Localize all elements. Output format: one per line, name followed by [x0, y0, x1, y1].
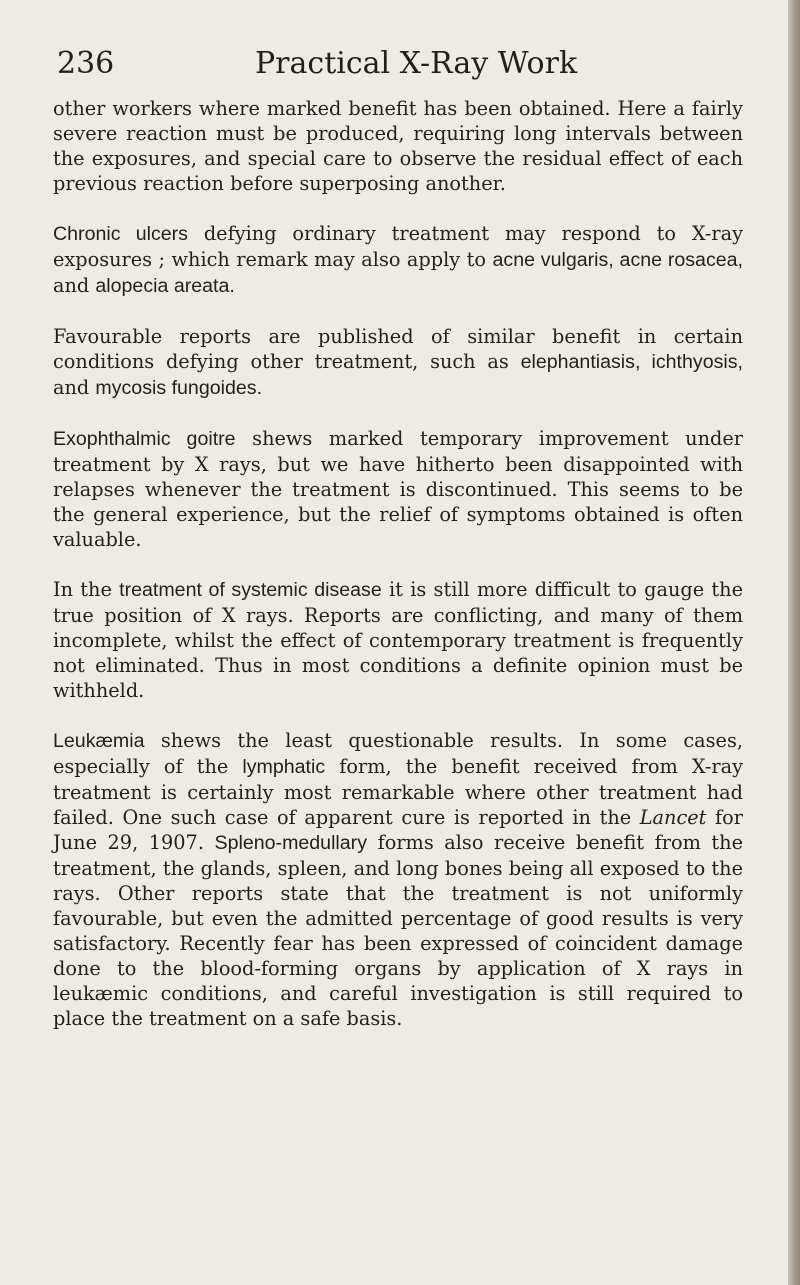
emphasized-term: lymphatic [242, 756, 326, 778]
text-run: shews the least questionable results. In some cases, especially of the [53, 729, 743, 778]
text-run: and [53, 376, 96, 399]
text-run: shews marked temporary improvement under treatment by X rays, but we have hitherto been disappointed with relapses whenever the treatment is discontinued. This seems to be the general experience, but the relief of symptoms obtained is often valuable. [53, 427, 743, 551]
emphasized-term: treatment of systemic disease [119, 579, 382, 601]
emphasized-term: elephantiasis, ichthyosis, [520, 351, 743, 373]
text-run: Favourable reports are published of similar benefit in certain conditions defying other treatment, such as [53, 325, 743, 373]
page-edge [788, 0, 800, 1285]
paragraph [53, 728, 743, 1031]
emphasized-term: Exophthalmic goitre [53, 428, 236, 450]
text-run: and [53, 274, 96, 297]
page-header [57, 44, 717, 84]
page-number: 236 [57, 46, 115, 81]
text-run: form, the benefit received from X-ray treatment is certainly most remarkable where other treatment had failed. One such case of apparent cure is reported in the [53, 755, 743, 829]
text-run: In the [53, 578, 120, 601]
paragraph [53, 96, 743, 196]
italic-citation: Lancet [639, 806, 707, 829]
running-title: Practical X-Ray Work [255, 46, 578, 81]
emphasized-term: acne vulgaris, acne rosacea, [492, 249, 743, 271]
paragraph [53, 426, 743, 552]
emphasized-term: Chronic ulcers [53, 223, 188, 245]
text-run: forms also receive benefit from the treatment, the glands, spleen, and long bones being all exposed to the rays. Other reports state that the treatment is not uniformly favourable, but even the admitted percentage of good results is very satisfactory. Recently fear has been expressed of coincident damage done to the blood-forming organs by application of X rays in leukæmic conditions, and careful investigation is still required to place the treatment on a safe basis. [53, 831, 743, 1030]
emphasized-term: mycosis fungoides. [95, 377, 263, 399]
paragraph [53, 577, 743, 703]
emphasized-term: Leukæmia [53, 730, 145, 752]
text-run: for June 29, 1907. [53, 806, 743, 854]
emphasized-term: Spleno-medullary [214, 832, 368, 854]
paragraph [53, 221, 743, 299]
body-text [53, 96, 743, 1031]
paragraph [53, 324, 743, 401]
text-run: other workers where marked benefit has been obtained. Here a fairly severe reaction must be produced, requiring long intervals between the exposures, and special care to observe the residual effect of each previous reaction before superposing another. [53, 97, 743, 195]
text-run: defying ordinary treatment may respond to X-ray exposures ; which remark may also apply to [53, 222, 743, 271]
text-run: it is still more difficult to gauge the true position of X rays. Reports are conflicting, and many of them incomplete, whilst the effect of contemporary treatment is frequently not eliminated. Thus in most conditions a definite opinion must be withheld. [53, 578, 743, 702]
emphasized-term: alopecia areata. [95, 275, 235, 297]
